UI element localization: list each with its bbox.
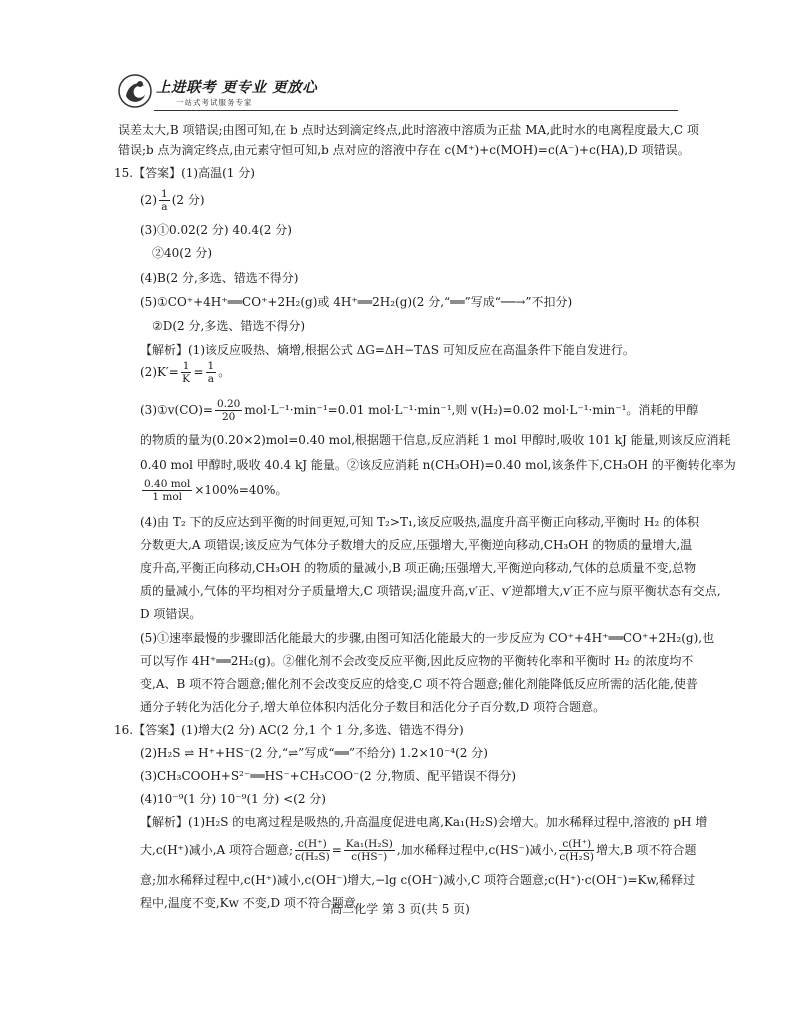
question-15-heading: 15.【答案】(1)高温(1 分) bbox=[114, 166, 255, 180]
fraction: $\frac{1}{a}$ bbox=[207, 360, 215, 385]
text-line: 0.40 mol 甲醇时,吸收 40.4 kJ 能量。②该反应消耗 n(CH₃OH)=0.40 mol,该条件下,CH₃OH 的平衡转化率为 bbox=[140, 458, 736, 472]
answer-15-3: (3)①0.02(2 分) 40.4(2 分) bbox=[140, 223, 292, 237]
analysis-15-1: 【解析】(1)该反应吸热、熵增,根据公式 ΔG=ΔH−TΔS 可知反应在高温条件下能自发进行。 bbox=[140, 343, 635, 357]
answer-15-3b: ②40(2 分) bbox=[152, 246, 213, 260]
text-line: 度升高,平衡正向移动,CH₃OH 的物质的量减小,B 项正确;压强增大,平衡逆向移动,气体的总质量不变,总物 bbox=[140, 561, 697, 575]
logo-icon bbox=[118, 72, 152, 110]
analysis-15-2: (2)K′= $\frac{1}{K}$ = $\frac{1}{a}$ 。 bbox=[140, 360, 231, 385]
text-line: 分数更大,A 项错误;该反应为气体分子数增大的反应,压强增大,平衡逆向移动,CH₃OH 的物质的量增大,温 bbox=[140, 538, 693, 552]
answer-15-4: (4)B(2 分,多选、错选不得分) bbox=[140, 271, 299, 285]
text-line: 通分子转化为活化分子,增大单位体积内活化分子数目和活化分子百分数,D 项符合题意。 bbox=[140, 700, 606, 714]
fraction: $\frac{1}{K}$ bbox=[182, 360, 191, 385]
answer-16-3: (3)CH₃COOH+S²⁻══HS⁻+CH₃COO⁻(2 分,物质、配平错误不得分) bbox=[140, 769, 516, 783]
fraction: $\frac{\text{0.40 mol}}{\text{1 mol}}$ bbox=[144, 478, 191, 503]
text-line: 误差太大,B 项错误;由图可知,在 b 点时达到滴定终点,此时溶液中溶质为正盐 MA,此时水的电离程度最大,C 项 bbox=[118, 123, 699, 137]
brand-tagline: 一站式考试服务专家 bbox=[176, 98, 253, 107]
text-line: 变,A、B 项不符合题意;催化剂不会改变反应的焓变,C 项不符合题意;催化剂能降低反应所需的活化能,使普 bbox=[140, 677, 698, 691]
answer-15-5b: ②D(2 分,多选、错选不得分) bbox=[152, 319, 306, 333]
text-line: 错误;b 点为滴定终点,由元素守恒可知,b 点对应的溶液中存在 c(M⁺)+c(MOH)=c(A⁻)+c(HA),D 项错误。 bbox=[118, 143, 690, 157]
answer-16-4: (4)10⁻⁹(1 分) 10⁻⁹(1 分) <(2 分) bbox=[140, 792, 326, 806]
text-line: 质的量减小,气体的平均相对分子质量增大,C 项错误;温度升高,v′正、v′逆都增大,v′正不应与原平衡状态有交点, bbox=[140, 584, 721, 598]
page-footer: 高二化学 第 3 页(共 5 页) bbox=[330, 902, 470, 916]
analysis-15-3: (3)①v(CO)= $\frac{0.20}{20}$ mol·L⁻¹·min⁻¹=0.01 mol·L⁻¹·min⁻¹,则 v(H₂)=0.02 mol·L⁻¹·min⁻¹。消耗的甲醇 bbox=[140, 398, 699, 423]
fraction: $\frac{\text{Ka₁(H₂S)}}{c(HS^-)}$ bbox=[345, 838, 393, 863]
page-header bbox=[118, 72, 678, 114]
text-line: 可以写作 4H⁺══2H₂(g)。②催化剂不会改变反应平衡,因此反应物的平衡转化率和平衡时 H₂ 的浓度均不 bbox=[140, 654, 694, 668]
answer-15-2: (2) $\frac{1}{a}$ (2 分) bbox=[140, 188, 205, 213]
analysis-16-1b: 大,c(H⁺)减小,A 项符合题意; $\frac{c(H^+)}{\text{c(H₂S)}}$ = $\frac{\text{Ka₁(H₂S)}}{c(HS^-)}$ ,加水稀释过程中,c(HS⁻)减小, $\frac{c(H^+)}{\text{c(H₂S)}}$ 增大,B 项不符合题 bbox=[140, 838, 697, 863]
answer-16-2: (2)H₂S ⇌ H⁺+HS⁻(2 分,“⇌”写成“══”不给分) 1.2×10⁻⁴(2 分) bbox=[140, 746, 488, 760]
analysis-15-5: (5)①速率最慢的步骤即活化能最大的步骤,由图可知活化能最大的一步反应为 CO⁺+4H⁺══CO⁺+2H₂(g),也 bbox=[140, 631, 715, 645]
brand-slogan: 上进联考 更专业 更放心 bbox=[156, 80, 318, 96]
answer-15-5: (5)①CO⁺+4H⁺══CO⁺+2H₂(g)或 4H⁺══2H₂(g)(2 分,“══”写成“──→”不扣分) bbox=[140, 295, 573, 309]
text-line: 意;加水稀释过程中,c(H⁺)减小,c(OH⁻)增大,−lg c(OH⁻)减小,C 项符合题意;c(H⁺)·c(OH⁻)=Kw,稀释过 bbox=[140, 873, 696, 887]
analysis-15-3-rate: $\frac{\text{0.40 mol}}{\text{1 mol}}$ ×100%=40%。 bbox=[144, 478, 288, 503]
fraction: $\frac{c(H^+)}{\text{c(H₂S)}}$ bbox=[559, 838, 595, 863]
analysis-16-1: 【解析】(1)H₂S 的电离过程是吸热的,升高温度促进电离,Ka₁(H₂S)会增大。加水稀释过程中,溶液的 pH 增 bbox=[140, 815, 708, 829]
header-divider bbox=[154, 110, 678, 111]
text-line: 程中,温度不变,Kw 不变,D 项不符合题意。 bbox=[140, 896, 368, 910]
analysis-15-4: (4)由 T₂ 下的反应达到平衡的时间更短,可知 T₂>T₁,该反应吸热,温度升高平衡正向移动,平衡时 H₂ 的体积 bbox=[140, 515, 700, 529]
fraction: $\frac{0.20}{20}$ bbox=[216, 398, 241, 423]
text-line: 的物质的量为(0.20×2)mol=0.40 mol,根据题干信息,反应消耗 1 mol 甲醇时,吸收 101 kJ 能量,则该反应消耗 bbox=[140, 433, 731, 447]
fraction: $\frac{c(H^+)}{\text{c(H₂S)}}$ bbox=[295, 838, 330, 863]
fraction: $\frac{1}{a}$ bbox=[161, 188, 168, 213]
question-16-heading: 16.【答案】(1)增大(2 分) AC(2 分,1 个 1 分,多选、错选不得分) bbox=[114, 723, 464, 737]
text-line: D 项错误。 bbox=[140, 607, 202, 621]
